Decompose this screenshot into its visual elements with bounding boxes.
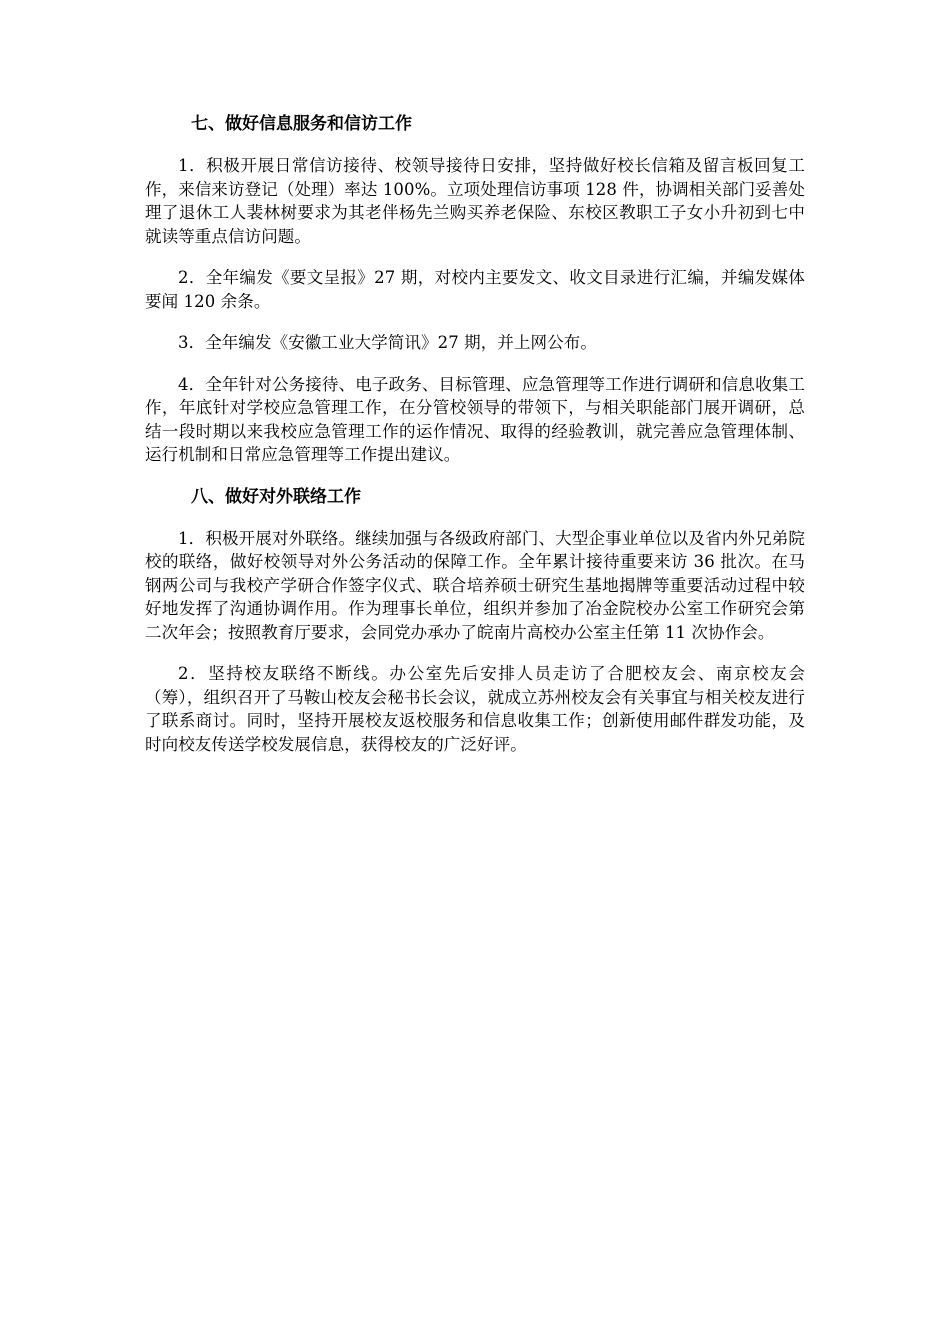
paragraph: 3．全年编发《安徽工业大学简讯》27 期，并上网公布。 — [178, 333, 597, 352]
paragraph: 2．坚持校友联络不断线。办公室先后安排人员走访了合肥校友会、南京校友会（筹），组织召开了马鞍山校友会秘书长会议，就成立苏州校友会有关事宜与相关校友进行了联系商讨。同时，坚持开展校友返校服务和信息收集工作；创新使用邮件群发功能，及时向校友传送学校发展信息，获得校友的广泛好评。 — [145, 664, 805, 754]
section-heading: 八、做好对外联络工作 — [191, 486, 361, 507]
section-info-service — [145, 112, 805, 467]
paragraph: 1．积极开展对外联络。继续加强与各级政府部门、大型企事业单位以及省内外兄弟院校的联络，做好校领导对外公务活动的保障工作。全年累计接待重要来访 36 批次。在马钢两公司与我校产学研合作签字仪式、联合培养硕士研究生基地揭牌等重要活动过程中较好地发挥了沟通协调作用。作为理事长单位，组织并参加了冶金院校办公室工作研究会第二次年会；按照教育厅要求，会同党办承办了皖南片高校办公室主任第 11 次协作会。 — [145, 528, 805, 642]
section-external-liaison — [145, 485, 805, 757]
section-heading: 七、做好信息服务和信访工作 — [191, 114, 412, 134]
paragraph: 2．全年编发《要文呈报》27 期，对校内主要发文、收文目录进行汇编，并编发媒体要闻 120 余条。 — [145, 268, 805, 311]
paragraph: 4．全年针对公务接待、电子政务、目标管理、应急管理等工作进行调研和信息收集工作，年底针对学校应急管理工作，在分管校领导的带领下，与相关职能部门展开调研，总结一段时期以来我校应急管理工作的运作情况、取得的经验教训，就完善应急管理体制、运行机制和日常应急管理等工作提出建议。 — [145, 374, 805, 464]
document-page — [145, 112, 805, 774]
paragraph: 1．积极开展日常信访接待、校领导接待日安排，坚持做好校长信箱及留言板回复工作，来信来访登记（处理）率达 100%。立项处理信访事项 128 件，协调相关部门妥善处理了退休工人裴林树要求为其老伴杨先兰购买养老保险、东校区教职工子女小升初到七中就读等重点信访问题。 — [145, 156, 805, 246]
